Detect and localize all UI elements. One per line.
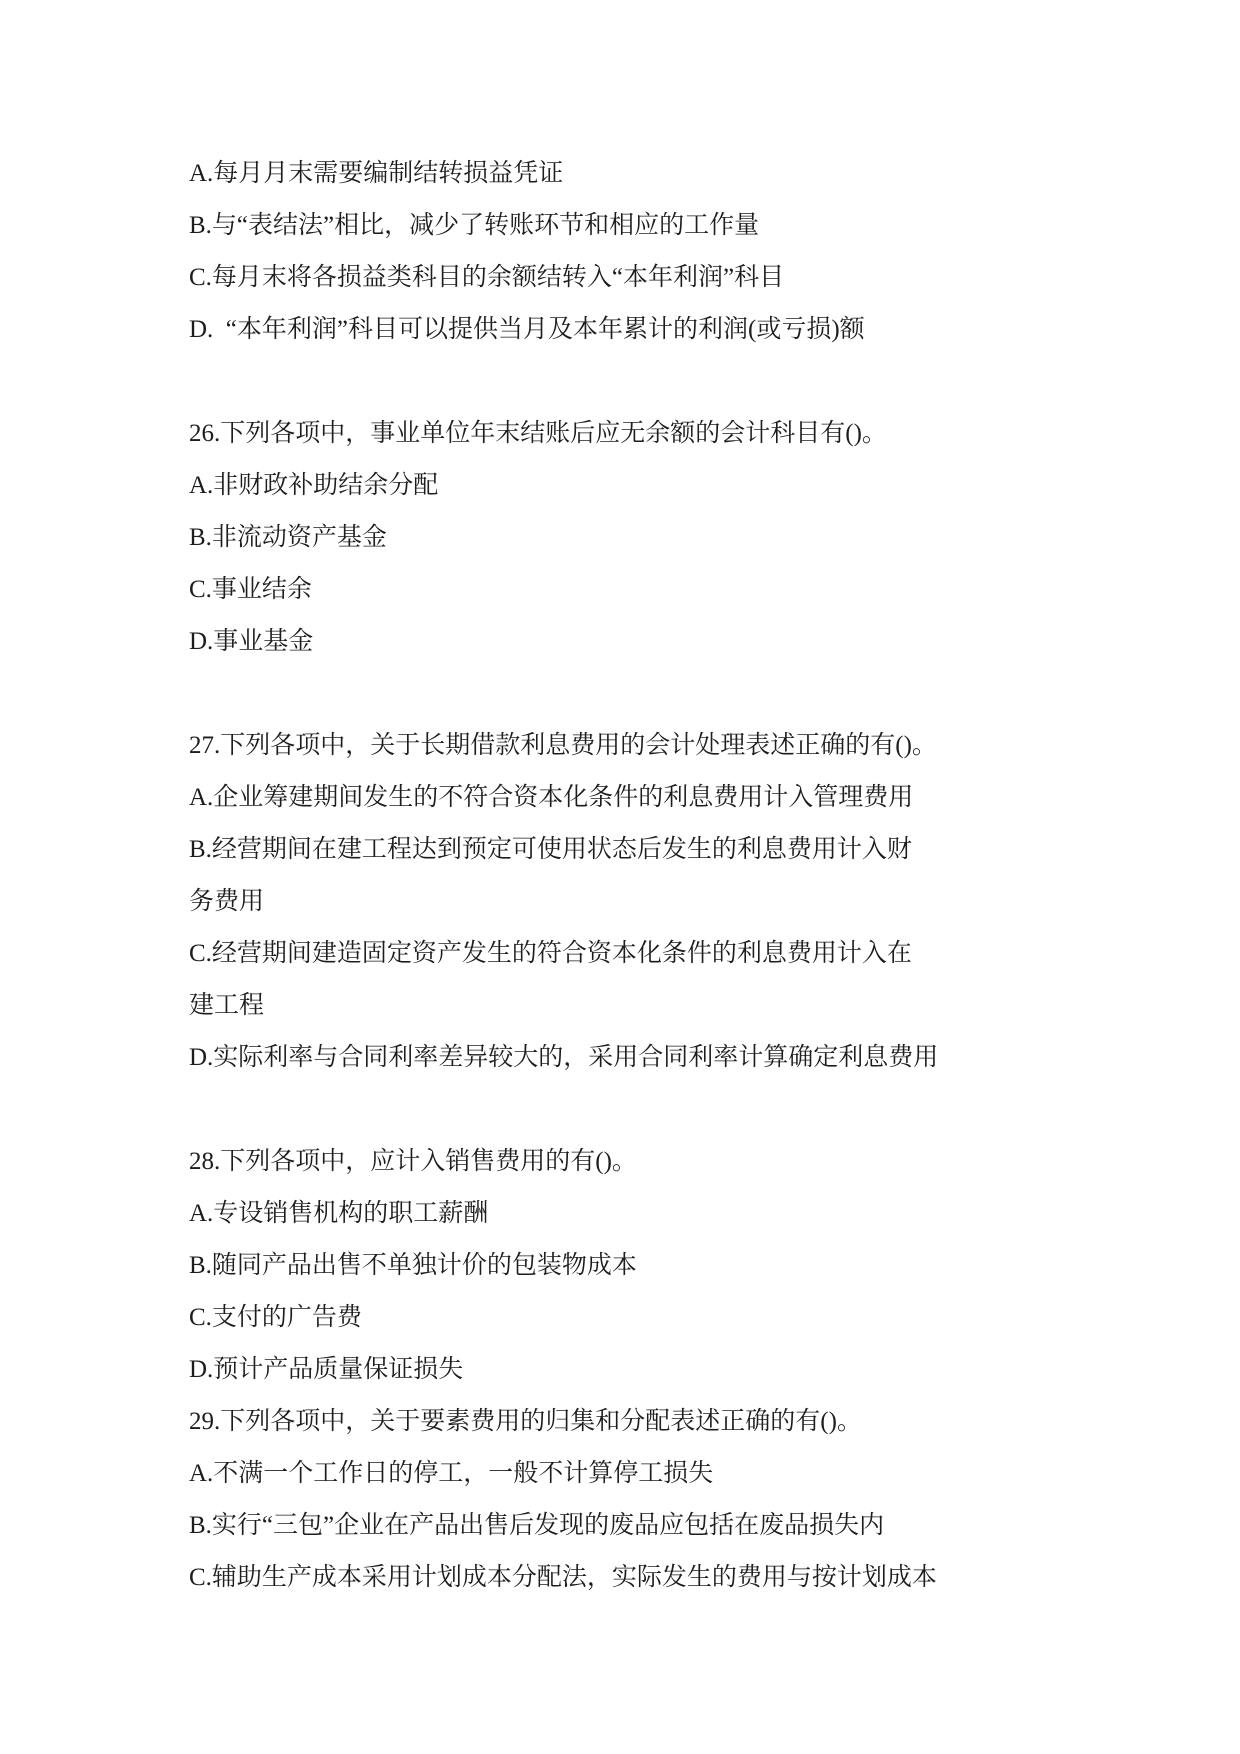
q25-options-continued xyxy=(189,148,1049,356)
q27-option-b-line-1: B.经营期间在建工程达到预定可使用状态后发生的利息费用计入财 xyxy=(189,836,912,863)
q27-stem: 27.下列各项中，关于长期借款利息费用的会计处理表述正确的有()。 xyxy=(189,732,937,759)
question-26 xyxy=(189,408,1049,668)
q26-option-d: D.事业基金 xyxy=(189,628,314,655)
q28-option-b: B.随同产品出售不单独计价的包装物成本 xyxy=(189,1252,637,1279)
q25-option-b: B.与“表结法”相比，减少了转账环节和相应的工作量 xyxy=(189,212,760,239)
q29-option-c: C.辅助生产成本采用计划成本分配法，实际发生的费用与按计划成本 xyxy=(189,1564,937,1591)
q28-option-c: C.支付的广告费 xyxy=(189,1304,362,1331)
q26-option-c: C.事业结余 xyxy=(189,576,312,603)
q27-option-a: A.企业筹建期间发生的不符合资本化条件的利息费用计入管理费用 xyxy=(189,784,914,811)
q28-stem: 28.下列各项中，应计入销售费用的有()。 xyxy=(189,1148,637,1175)
q27-option-d: D.实际利率与合同利率差异较大的，采用合同利率计算确定利息费用 xyxy=(189,1044,939,1071)
q25-option-c: C.每月末将各损益类科目的余额结转入“本年利润”科目 xyxy=(189,264,785,291)
q27-option-c xyxy=(189,928,1049,1032)
q25-option-a: A.每月月末需要编制结转损益凭证 xyxy=(189,160,564,187)
question-28 xyxy=(189,1136,1049,1396)
q28-option-d: D.预计产品质量保证损失 xyxy=(189,1356,464,1383)
q29-stem: 29.下列各项中，关于要素费用的归集和分配表述正确的有()。 xyxy=(189,1408,862,1435)
section-gap xyxy=(189,1084,1049,1136)
q27-option-b xyxy=(189,824,1049,928)
q28-option-a: A.专设销售机构的职工薪酬 xyxy=(189,1200,489,1227)
q27-option-b-line-2: 务费用 xyxy=(189,888,265,915)
q25-option-d: D. “本年利润”科目可以提供当月及本年累计的利润(或亏损)额 xyxy=(189,316,865,343)
q29-option-a: A.不满一个工作日的停工，一般不计算停工损失 xyxy=(189,1460,714,1487)
q26-option-a: A.非财政补助结余分配 xyxy=(189,472,439,499)
q26-option-b: B.非流动资产基金 xyxy=(189,524,387,551)
question-27 xyxy=(189,720,1049,1084)
section-gap xyxy=(189,356,1049,408)
q27-option-c-line-2: 建工程 xyxy=(189,992,265,1019)
q29-option-b: B.实行“三包”企业在产品出售后发现的废品应包括在废品损失内 xyxy=(189,1512,885,1539)
q27-option-c-line-1: C.经营期间建造固定资产发生的符合资本化条件的利息费用计入在 xyxy=(189,940,912,967)
section-gap xyxy=(189,668,1049,720)
question-29 xyxy=(189,1396,1049,1604)
page-content xyxy=(189,148,1049,1604)
q26-stem: 26.下列各项中，事业单位年末结账后应无余额的会计科目有()。 xyxy=(189,420,887,447)
